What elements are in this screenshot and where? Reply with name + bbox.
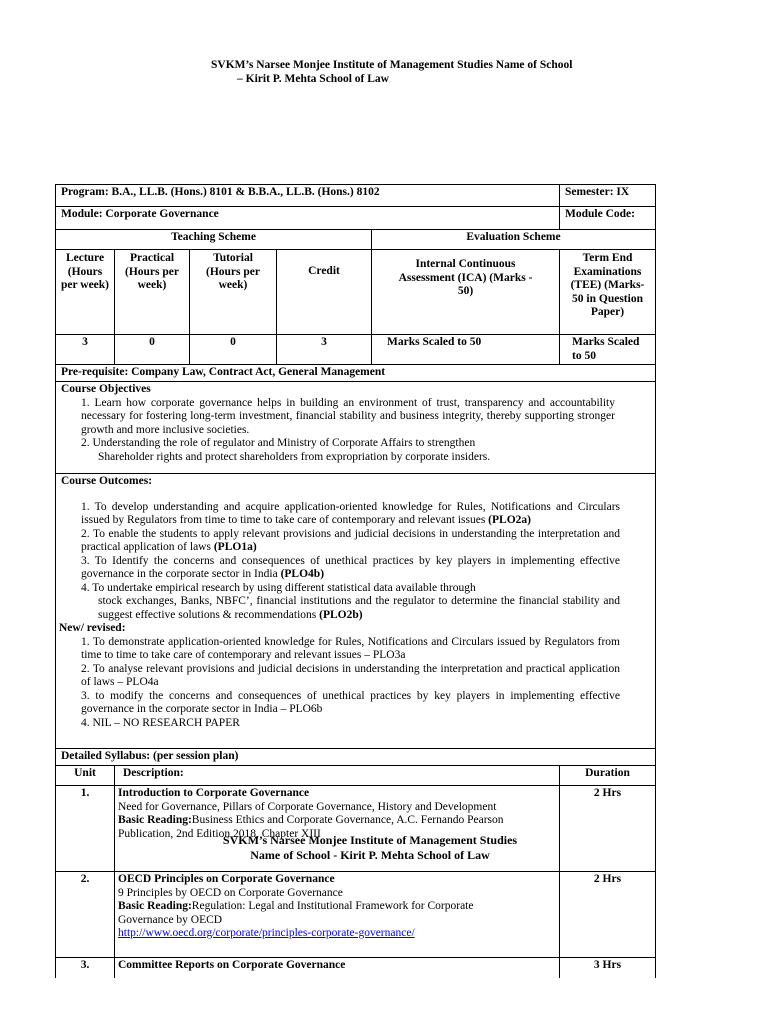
revised-outcome-2: 2. To analyse relevant provisions and judicial decisions in understanding the interpretation and practical application of laws – PLO4a (81, 662, 620, 688)
table-row (56, 872, 656, 958)
course-objectives-cell (56, 382, 656, 474)
unit-description: Committee Reports on Corporate Governance (115, 958, 560, 978)
unit-heading: Unit (56, 766, 115, 786)
unit-duration: 2 Hrs (560, 786, 656, 872)
ica-heading: Internal Continuous Assessment (ICA) (Marks - 50) (372, 250, 560, 335)
unit-description: OECD Principles on Corporate Governance 9 Principles by OECD on Corporate Governance Basic Reading:Regulation: Legal and Institutional Framework for Corporate Governance by OECD http://www.oecd.org/corporate/principles-corporate-governance/ (115, 872, 560, 958)
ica-value: Marks Scaled to 50 (372, 335, 560, 365)
unit-number: 1. (56, 786, 115, 872)
tee-value: Marks Scaled to 50 (560, 335, 656, 365)
revised-outcome-3: 3. to modify the concerns and consequences of unethical practices by key players in implementing effective governance in the corporate sector in India – PLO6b (81, 689, 620, 715)
semester-cell: Semester: IX (560, 185, 656, 207)
lecture-heading: Lecture (Hours per week) (56, 250, 115, 335)
module-code-cell: Module Code: (560, 207, 656, 230)
credit-value: 3 (277, 335, 372, 365)
practical-value: 0 (115, 335, 190, 365)
course-outcomes-cell (56, 474, 656, 749)
tee-heading: Term End Examinations (TEE) (Marks- 50 in Question Paper) (560, 250, 656, 335)
objective-item-1: 1. Learn how corporate governance helps in building an environment of trust, transparency and accountability necessary for fostering long-term investment, financial stability and business integrity, thereby supporting stronger growth and more inclusive societies. (81, 396, 615, 436)
revised-outcome-4: 4. NIL – NO RESEARCH PAPER (81, 716, 240, 729)
outcome-item-1: 1. To develop understanding and acquire application-oriented knowledge for Rules, Notifications and Circulars issued by Regulators from time to time to take care of contemporary and relevant issues (PLO2a) (81, 500, 620, 526)
unit-number: 2. (56, 872, 115, 958)
outcome-item-4-line1: 4. To undertake empirical research by using different statistical data available through (81, 581, 476, 594)
evaluation-scheme-heading: Evaluation Scheme (372, 230, 656, 250)
credit-heading: Credit (277, 250, 372, 335)
outcome-item-3: 3. To Identify the concerns and consequences of unethical practices by key players in implementing effective governance in the corporate sector in India (PLO4b) (81, 554, 620, 580)
prerequisite-row: Pre-requisite: Company Law, Contract Act, General Management (56, 365, 656, 382)
course-objectives-title: Course Objectives (61, 383, 151, 395)
practical-heading: Practical (Hours per week) (115, 250, 190, 335)
oecd-link[interactable]: http://www.oecd.org/corporate/principles-corporate-governance/ (118, 927, 415, 939)
outcome-item-4: stock exchanges, Banks, NBFC’, financial institutions and the regulator to determine the financial stability and suggest effective solutions & recommendations (PLO2b) (98, 595, 620, 621)
tutorial-value: 0 (190, 335, 277, 365)
module-cell: Module: Corporate Governance (56, 207, 560, 230)
duration-heading: Duration (560, 766, 656, 786)
table-row (56, 958, 656, 978)
program-cell: Program: B.A., LL.B. (Hons.) 8101 & B.B.A., LL.B. (Hons.) 8102 (56, 185, 560, 207)
institute-header-line1: SVKM’s Narsee Monjee Institute of Management Studies Name of School (211, 59, 573, 71)
course-outcomes-title: Course Outcomes: (61, 475, 153, 487)
objective-item-2-line2: Shareholder rights and protect shareholders from expropriation by corporate insiders. (98, 450, 491, 463)
description-heading: Description: (115, 766, 560, 786)
institute-header-line2: – Kirit P. Mehta School of Law (237, 73, 389, 85)
objective-item-2-line1: 2. Understanding the role of regulator and Ministry of Corporate Affairs to strengthen (81, 437, 476, 449)
revised-outcome-1: 1. To demonstrate application-oriented knowledge for Rules, Notifications and Circulars issued by Regulators from time to time to take care of contemporary and relevant issues – PLO3a (81, 635, 620, 661)
unit-number: 3. (56, 958, 115, 978)
unit-duration: 3 Hrs (560, 958, 656, 978)
outcome-item-2: 2. To enable the students to apply relevant provisions and judicial decisions in understanding the interpretation and practical application of laws (PLO1a) (81, 527, 620, 553)
teaching-scheme-heading: Teaching Scheme (56, 230, 372, 250)
tutorial-heading: Tutorial (Hours per week) (190, 250, 277, 335)
overlapping-page-header: SVKM’s Narsee Monjee Institute of Management Studies Name of School - Kirit P. Mehta School of Law (222, 833, 518, 862)
new-revised-label: New/ revised: (59, 622, 126, 634)
unit-description: Introduction to Corporate Governance Need for Governance, Pillars of Corporate Governance, History and Development Basic Reading:Business Ethics and Corporate Governance, A.C. Fernando Pearson Publication, 2nd Edition 2018, Chapter XIII (115, 786, 560, 872)
detailed-syllabus-title: Detailed Syllabus: (per session plan) (56, 749, 656, 766)
unit-duration: 2 Hrs (560, 872, 656, 958)
lecture-value: 3 (56, 335, 115, 365)
